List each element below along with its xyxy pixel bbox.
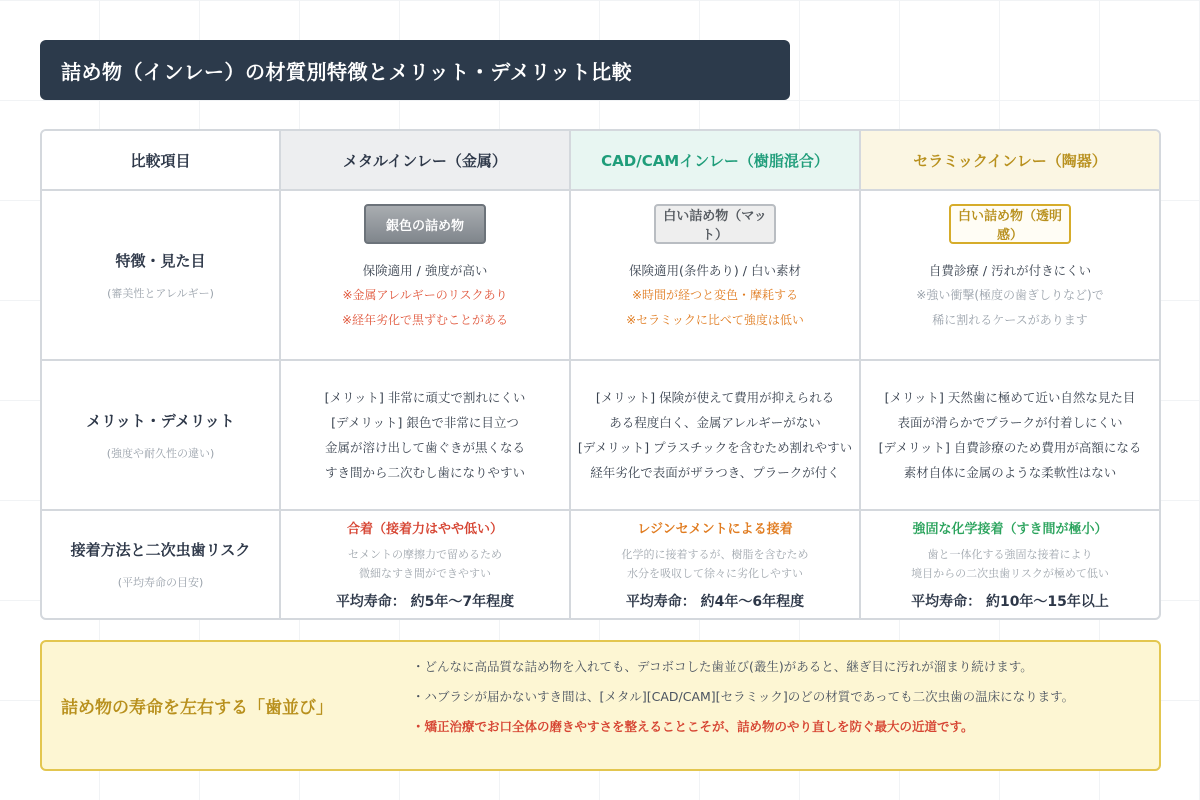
bonding-ceramic <box>861 511 1159 618</box>
features-cadcam-line: 保険適用(条件あり) / 白い素材 <box>629 263 801 278</box>
merits-cadcam <box>571 361 861 511</box>
row-label-merits <box>42 361 281 511</box>
alignment-note-points <box>412 659 1074 749</box>
bonding-metal-title: 合着（接着力はやや低い） <box>346 522 503 537</box>
bonding-cadcam-desc: 化学的に接着するが、樹脂を含むため <box>621 548 809 561</box>
bonding-ceramic-title: 強固な化学接着（すき間が極小） <box>912 522 1108 537</box>
bonding-metal-lifespan: 平均寿命： 約5年〜7年程度 <box>335 594 515 610</box>
merits-ceramic-line: 表面が滑らかでプラークが付着しにくい <box>897 415 1123 430</box>
comparison-table <box>40 129 1161 620</box>
bonding-ceramic-desc: 歯と一体化する強固な接着により <box>927 548 1093 561</box>
features-cadcam-warning: ※時間が経つと変色・摩耗する <box>631 288 799 302</box>
merits-metal-line: すき間から二次むし歯になりやすい <box>324 465 525 480</box>
merits-metal-line: 金属が溶け出して歯ぐきが黒くなる <box>324 440 525 455</box>
row-label-bonding <box>42 511 281 618</box>
row-label-bonding-main: 接着方法と二次虫歯リスク <box>70 541 251 559</box>
features-metal <box>281 191 571 361</box>
merits-cadcam-line: ある程度白く、金属アレルギーがない <box>609 415 821 430</box>
header-ceramic-inlay: セラミックインレー（陶器） <box>861 131 1159 191</box>
row-label-features <box>42 191 281 361</box>
merits-ceramic-line: [デメリット] 自費診療のため費用が高額になる <box>878 440 1142 455</box>
row-label-merits-sub: (強度や耐久性の違い) <box>106 446 215 460</box>
bonding-cadcam-title: レジンセメントによる接着 <box>637 522 793 537</box>
row-label-features-main: 特徴・見た目 <box>115 251 206 270</box>
bonding-cadcam-lifespan: 平均寿命： 約4年〜6年程度 <box>625 594 805 610</box>
ceramic-badge: 白い詰め物（透明感） <box>949 204 1071 244</box>
alignment-note-title: 詰め物の寿命を左右する「歯並び」 <box>61 698 333 718</box>
merits-cadcam-line: [デメリット] プラスチックを含むため割れやすい <box>577 440 853 455</box>
bonding-cadcam-desc: 水分を吸収して徐々に劣化しやすい <box>627 567 803 580</box>
alignment-note-box <box>40 640 1161 771</box>
features-ceramic-line: 自費診療 / 汚れが付きにくい <box>928 263 1092 278</box>
bonding-ceramic-lifespan: 平均寿命： 約10年〜15年以上 <box>911 594 1109 610</box>
bonding-ceramic-desc: 境目からの二次虫歯リスクが極めて低い <box>911 567 1109 580</box>
features-metal-warning: ※金属アレルギーのリスクあり <box>342 288 508 302</box>
features-cadcam-warning: ※セラミックに比べて強度は低い <box>626 313 804 327</box>
features-ceramic-note: 稀に割れるケースがあります <box>932 313 1088 327</box>
merits-ceramic-line: [メリット] 天然歯に極めて近い自然な見た目 <box>884 390 1136 405</box>
features-cadcam <box>571 191 861 361</box>
merits-cadcam-line: [メリット] 保険が使えて費用が抑えられる <box>595 390 835 405</box>
bonding-metal-desc: 微細なすき間ができやすい <box>359 567 491 580</box>
header-cadcam-inlay: CAD/CAMインレー（樹脂混合） <box>571 131 861 191</box>
header-metal-inlay: メタルインレー（金属） <box>281 131 571 191</box>
row-label-merits-main: メリット・デメリット <box>86 411 235 430</box>
alignment-note-bullet: ・どんなに高品質な詰め物を入れても、デコボコした歯並び(叢生)があると、継ぎ目に汚れが溜まり続けます。 <box>412 659 1033 674</box>
merits-metal <box>281 361 571 511</box>
features-metal-line: 保険適用 / 強度が高い <box>362 263 488 278</box>
alignment-note-bullet: ・ハブラシが届かないすき間は、[メタル][CAD/CAM][セラミック]のどの材質であっても二次虫歯の温床になります。 <box>412 689 1075 704</box>
merits-ceramic <box>861 361 1159 511</box>
bonding-metal-desc: セメントの摩擦力で留めるため <box>348 548 502 561</box>
page-title: 詰め物（インレー）の材質別特徴とメリット・デメリット比較 <box>40 40 790 100</box>
cadcam-badge: 白い詰め物（マット） <box>654 204 776 244</box>
merits-metal-line: [デメリット] 銀色で非常に目立つ <box>331 415 519 430</box>
merits-cadcam-line: 経年劣化で表面がザラつき、プラークが付く <box>590 465 840 480</box>
row-label-features-sub: (審美性とアレルギー) <box>107 286 214 300</box>
merits-metal-line: [メリット] 非常に頑丈で割れにくい <box>324 390 526 405</box>
bonding-cadcam <box>571 511 861 618</box>
header-compare-item: 比較項目 <box>42 131 281 191</box>
bonding-metal <box>281 511 571 618</box>
row-label-bonding-sub: (平均寿命の目安) <box>117 576 204 589</box>
features-metal-warning: ※経年劣化で黒ずむことがある <box>341 313 509 327</box>
metal-badge: 銀色の詰め物 <box>364 204 486 244</box>
merits-ceramic-line: 素材自体に金属のような柔軟性はない <box>903 465 1117 480</box>
features-ceramic-note: ※強い衝撃(極度の歯ぎしりなど)で <box>916 288 1104 302</box>
features-ceramic <box>861 191 1159 361</box>
alignment-note-key-point: ・矯正治療でお口全体の磨きやすさを整えることこそが、詰め物のやり直しを防ぐ最大の近道です。 <box>412 719 974 734</box>
